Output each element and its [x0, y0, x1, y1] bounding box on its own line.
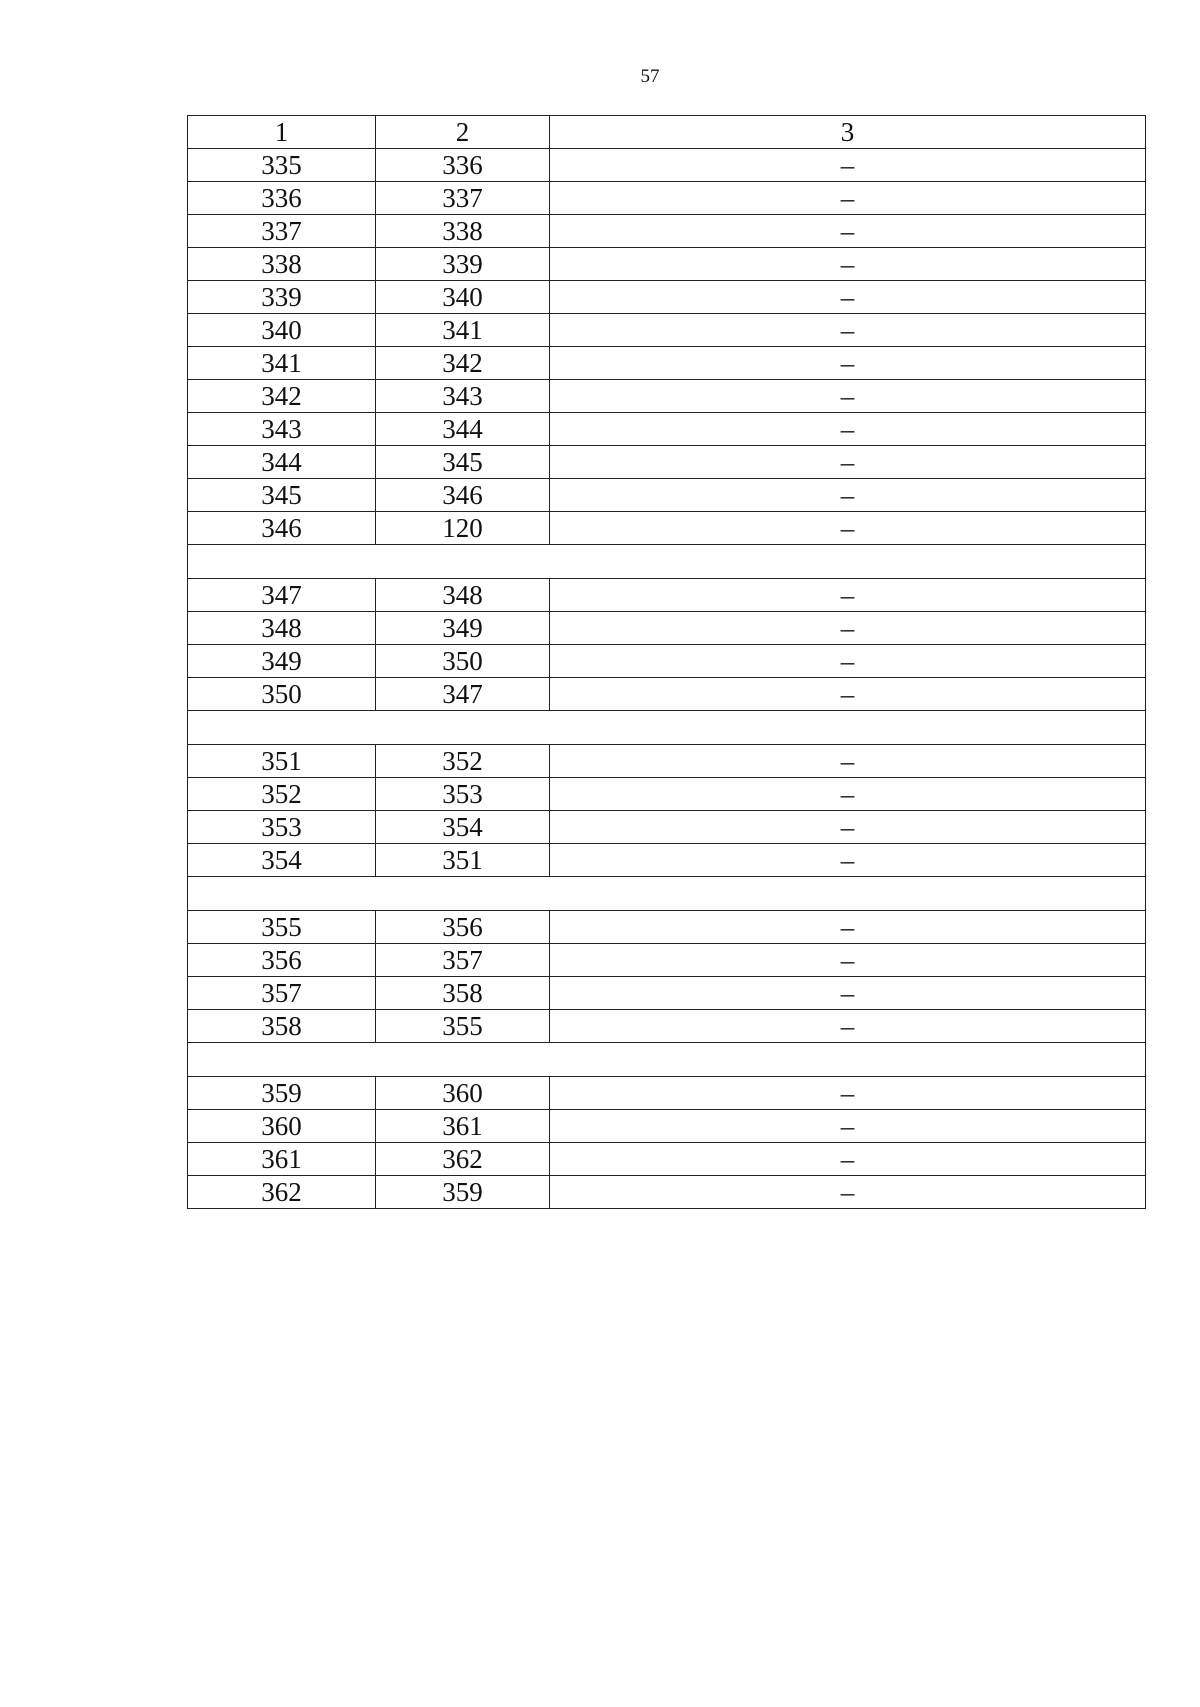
- table-cell-col3: –: [550, 944, 1146, 977]
- table-row: [188, 612, 1146, 645]
- page-number: 57: [640, 66, 660, 87]
- table-cell-col3: –: [550, 778, 1146, 811]
- table-cell-col1: 349: [188, 645, 376, 678]
- table-row: [188, 745, 1146, 778]
- table-row: [188, 479, 1146, 512]
- table-cell-col1: 358: [188, 1010, 376, 1043]
- table-cell-col1: 350: [188, 678, 376, 711]
- table-cell-col2: 350: [376, 645, 550, 678]
- header-cell-col2: 2: [376, 116, 550, 149]
- table-cell-col1: 360: [188, 1110, 376, 1143]
- table-cell-col3: –: [550, 844, 1146, 877]
- table-cell-col1: 354: [188, 844, 376, 877]
- group-separator-row: [188, 877, 1146, 911]
- table-cell-col1: 340: [188, 314, 376, 347]
- table-cell-col2: 340: [376, 281, 550, 314]
- table-cell-col3: –: [550, 911, 1146, 944]
- table-cell-col1: 356: [188, 944, 376, 977]
- table-cell-col2: 343: [376, 380, 550, 413]
- table-cell-col3: –: [550, 1143, 1146, 1176]
- table-cell-col1: 344: [188, 446, 376, 479]
- table-cell-col3: –: [550, 479, 1146, 512]
- table-cell-col2: 362: [376, 1143, 550, 1176]
- table-row: [188, 347, 1146, 380]
- table-cell-col1: 359: [188, 1077, 376, 1110]
- table-cell-col2: 346: [376, 479, 550, 512]
- table-header-row: [188, 116, 1146, 149]
- table-cell-col3: –: [550, 645, 1146, 678]
- table-row: [188, 512, 1146, 545]
- table-cell-col1: 352: [188, 778, 376, 811]
- table-row: [188, 645, 1146, 678]
- table-cell-col2: 353: [376, 778, 550, 811]
- table-cell-col1: 351: [188, 745, 376, 778]
- table-cell-col1: 339: [188, 281, 376, 314]
- table-cell-col3: –: [550, 811, 1146, 844]
- table-row: [188, 944, 1146, 977]
- table-cell-col1: 341: [188, 347, 376, 380]
- table-cell-col2: 352: [376, 745, 550, 778]
- table-cell-col1: 345: [188, 479, 376, 512]
- table-row: [188, 811, 1146, 844]
- table-cell-col1: 346: [188, 512, 376, 545]
- table-row: [188, 911, 1146, 944]
- table-cell-col2: 336: [376, 149, 550, 182]
- table-row: [188, 182, 1146, 215]
- table-cell-col3: –: [550, 977, 1146, 1010]
- table-cell-col2: 348: [376, 579, 550, 612]
- table-cell-col2: 347: [376, 678, 550, 711]
- table-cell-col3: –: [550, 745, 1146, 778]
- table-cell-col2: 351: [376, 844, 550, 877]
- table-cell-col1: 336: [188, 182, 376, 215]
- table-cell-col3: –: [550, 281, 1146, 314]
- table-cell-col3: –: [550, 1077, 1146, 1110]
- table-row: [188, 413, 1146, 446]
- table-cell-col3: –: [550, 1176, 1146, 1209]
- group-separator-row: [188, 545, 1146, 579]
- table-row: [188, 678, 1146, 711]
- data-table: [187, 115, 1146, 1209]
- group-separator-cell: [188, 1043, 1146, 1077]
- table-cell-col3: –: [550, 248, 1146, 281]
- table-cell-col2: 344: [376, 413, 550, 446]
- table-row: [188, 1110, 1146, 1143]
- group-separator-row: [188, 711, 1146, 745]
- table-row: [188, 1143, 1146, 1176]
- table-cell-col2: 361: [376, 1110, 550, 1143]
- table-row: [188, 1176, 1146, 1209]
- table-cell-col3: –: [550, 347, 1146, 380]
- table-cell-col3: –: [550, 380, 1146, 413]
- table-row: [188, 1077, 1146, 1110]
- table-row: [188, 977, 1146, 1010]
- table-cell-col2: 358: [376, 977, 550, 1010]
- table-cell-col1: 347: [188, 579, 376, 612]
- header-cell-col3: 3: [550, 116, 1146, 149]
- table-cell-col1: 337: [188, 215, 376, 248]
- table-cell-col1: 343: [188, 413, 376, 446]
- table-cell-col3: –: [550, 182, 1146, 215]
- table-cell-col3: –: [550, 215, 1146, 248]
- table-cell-col2: 356: [376, 911, 550, 944]
- group-separator-cell: [188, 711, 1146, 745]
- group-separator-row: [188, 1043, 1146, 1077]
- group-separator-cell: [188, 545, 1146, 579]
- table-cell-col1: 353: [188, 811, 376, 844]
- table-cell-col2: 342: [376, 347, 550, 380]
- header-cell-col1: 1: [188, 116, 376, 149]
- table-cell-col2: 120: [376, 512, 550, 545]
- table-cell-col2: 357: [376, 944, 550, 977]
- table-cell-col3: –: [550, 1010, 1146, 1043]
- table-cell-col1: 342: [188, 380, 376, 413]
- table-row: [188, 446, 1146, 479]
- table-row: [188, 248, 1146, 281]
- table-cell-col2: 360: [376, 1077, 550, 1110]
- table-row: [188, 215, 1146, 248]
- table-cell-col3: –: [550, 446, 1146, 479]
- table-cell-col3: –: [550, 512, 1146, 545]
- table-row: [188, 380, 1146, 413]
- table-cell-col2: 341: [376, 314, 550, 347]
- table-cell-col3: –: [550, 413, 1146, 446]
- table-cell-col1: 348: [188, 612, 376, 645]
- table-row: [188, 579, 1146, 612]
- table-cell-col2: 337: [376, 182, 550, 215]
- table-cell-col3: –: [550, 1110, 1146, 1143]
- table-cell-col1: 335: [188, 149, 376, 182]
- table-cell-col2: 354: [376, 811, 550, 844]
- table-cell-col2: 345: [376, 446, 550, 479]
- table-cell-col3: –: [550, 678, 1146, 711]
- table-cell-col3: –: [550, 314, 1146, 347]
- table-row: [188, 844, 1146, 877]
- table-cell-col1: 357: [188, 977, 376, 1010]
- table-row: [188, 314, 1146, 347]
- table-cell-col2: 355: [376, 1010, 550, 1043]
- table-cell-col2: 359: [376, 1176, 550, 1209]
- table-cell-col2: 349: [376, 612, 550, 645]
- table-row: [188, 778, 1146, 811]
- table-cell-col1: 355: [188, 911, 376, 944]
- table-row: [188, 149, 1146, 182]
- table-cell-col1: 362: [188, 1176, 376, 1209]
- table-cell-col1: 338: [188, 248, 376, 281]
- table-cell-col3: –: [550, 149, 1146, 182]
- table-body: [188, 116, 1146, 1209]
- table-row: [188, 281, 1146, 314]
- table-row: [188, 1010, 1146, 1043]
- table-cell-col2: 338: [376, 215, 550, 248]
- table-cell-col1: 361: [188, 1143, 376, 1176]
- table-cell-col3: –: [550, 579, 1146, 612]
- group-separator-cell: [188, 877, 1146, 911]
- table-cell-col3: –: [550, 612, 1146, 645]
- table-cell-col2: 339: [376, 248, 550, 281]
